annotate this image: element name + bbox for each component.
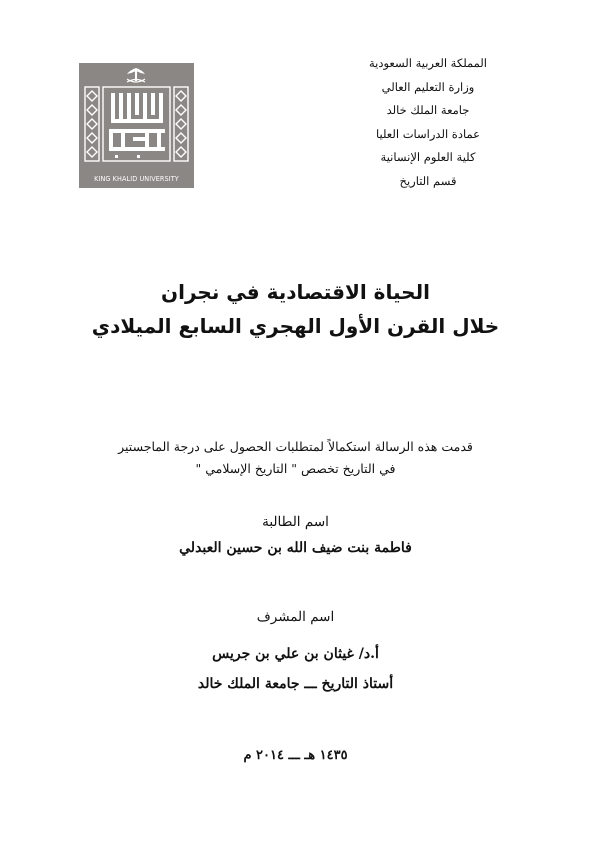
submission-statement-line-1: قدمت هذه الرسالة استكمالاً لمتطلبات الحصول على درجة الماجستير <box>118 439 473 454</box>
institution-line-deanship: عمادة الدراسات العليا <box>376 126 480 141</box>
institution-line-country: المملكة العربية السعودية <box>369 56 487 70</box>
university-logo <box>79 63 194 188</box>
student-name: فاطمة بنت ضيف الله بن حسين العبدلي <box>179 540 412 556</box>
date: ١٤٣٥ هـ ـــ ٢٠١٤ م <box>243 748 348 763</box>
institution-line-college: كلية العلوم الإنسانية <box>380 150 476 164</box>
institution-header <box>353 52 503 193</box>
institution-line-university: جامعة الملك خالد <box>386 103 470 117</box>
thesis-title-line-1: الحياة الاقتصادية في نجران <box>161 280 430 304</box>
institution-line-ministry: وزارة التعليم العالي <box>381 79 475 94</box>
logo-caption: KING KHALID UNIVERSITY <box>94 174 179 183</box>
king-khalid-university-logo-icon <box>79 63 194 188</box>
submission-statement-line-2: في التاريخ تخصص " التاريخ الإسلامي " <box>195 461 396 476</box>
supervisor-title: أستاذ التاريخ ـــ جامعة الملك خالد <box>197 676 394 692</box>
institution-line-department: قسم التاريخ <box>399 173 457 188</box>
thesis-title-line-2: خلال القرن الأول الهجري السابع الميلادي <box>91 314 500 338</box>
student-label: اسم الطالبة <box>262 514 329 530</box>
supervisor-label: اسم المشرف <box>256 609 335 625</box>
supervisor-name: أ.د/ غيثان بن علي بن جريس <box>212 646 379 662</box>
